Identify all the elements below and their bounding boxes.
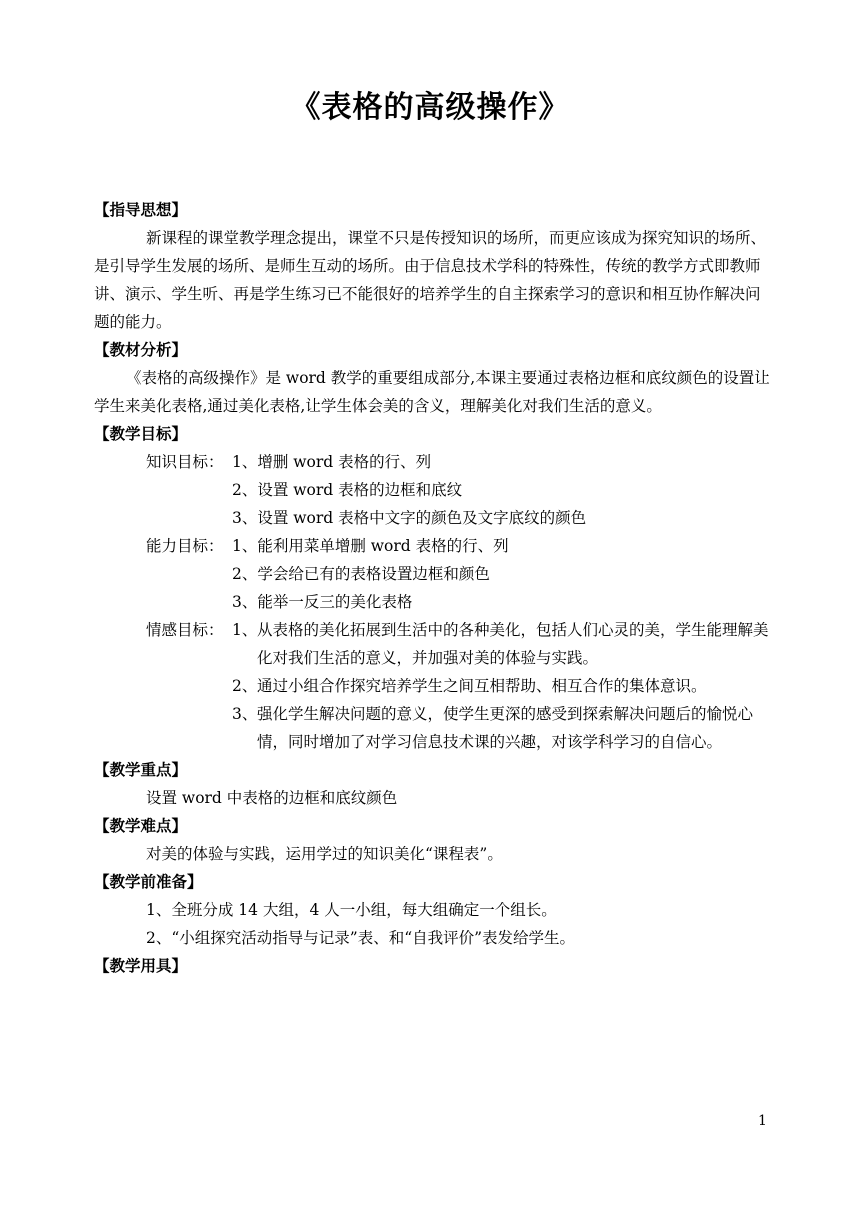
difficulty-text: 对美的体验与实践，运用学过的知识美化“课程表”。 (146, 845, 503, 863)
ability-goal-row (94, 588, 774, 616)
knowledge-goal-item: 1、增删 word 表格的行、列 (232, 453, 432, 471)
section-heading-material: 【教材分析】 (94, 340, 188, 359)
emotion-goal-item (94, 616, 774, 672)
ability-goal-label: 能力目标： (146, 537, 224, 555)
document-title: 《表格的高级操作》 (290, 90, 570, 125)
page-number: 1 (758, 1113, 767, 1129)
section-heading-key-point: 【教学重点】 (94, 760, 188, 779)
emotion-goal-number: 1、 (232, 621, 258, 639)
emotion-goal-text: 强化学生解决问题的意义，使学生更深的感受到探索解决问题后的愉悦心情，同时增加了对学习信息技术课的兴趣，对该学科学习的自信心。 (257, 705, 754, 751)
section-heading-preparation: 【教学前准备】 (94, 872, 203, 891)
document-body (94, 196, 774, 980)
knowledge-goal-row (94, 504, 774, 532)
knowledge-goal-row (94, 476, 774, 504)
emotion-goal-text: 从表格的美化拓展到生活中的各种美化，包括人们心灵的美，学生能理解美化对我们生活的意义，并加强对美的体验与实践。 (257, 621, 769, 667)
emotion-goal-item (94, 700, 774, 756)
material-paragraph: 《表格的高级操作》是 word 教学的重要组成部分,本课主要通过表格边框和底纹颜色的设置让学生来美化表格,通过美化表格,让学生体会美的含义，理解美化对我们生活的意义。 (94, 369, 770, 415)
ability-goal-row (94, 532, 774, 560)
ability-goal-item: 1、能利用菜单增删 word 表格的行、列 (232, 537, 509, 555)
guiding-paragraph: 新课程的课堂教学理念提出，课堂不只是传授知识的场所，而更应该成为探究知识的场所、是引导学生发展的场所、是师生互动的场所。由于信息技术学科的特殊性，传统的教学方式即教师讲、演示、学生听、再是学生练习已不能很好的培养学生的自主探索学习的意识和相互协作解决问题的能力。 (94, 229, 767, 331)
preparation-item: 1、全班分成 14 大组，4 人一小组，每大组确定一个组长。 (146, 901, 557, 919)
emotion-goal-number: 3、 (232, 705, 258, 723)
section-heading-difficulty: 【教学难点】 (94, 816, 188, 835)
ability-goal-row (94, 560, 774, 588)
emotion-goal-text: 通过小组合作探究培养学生之间互相帮助、相互合作的集体意识。 (257, 677, 707, 695)
preparation-item: 2、“小组探究活动指导与记录”表、和“自我评价”表发给学生。 (146, 929, 576, 947)
knowledge-goal-row (94, 448, 774, 476)
section-heading-tools: 【教学用具】 (94, 956, 188, 975)
section-heading-guiding: 【指导思想】 (94, 200, 188, 219)
section-heading-goals: 【教学目标】 (94, 424, 188, 443)
knowledge-goal-item: 2、设置 word 表格的边框和底纹 (232, 481, 463, 499)
knowledge-goal-label: 知识目标： (146, 453, 224, 471)
emotion-goal-label: 情感目标： (146, 621, 224, 639)
ability-goal-item: 2、学会给已有的表格设置边框和颜色 (232, 565, 490, 583)
ability-goal-item: 3、能举一反三的美化表格 (232, 593, 413, 611)
knowledge-goal-item: 3、设置 word 表格中文字的颜色及文字底纹的颜色 (232, 509, 587, 527)
emotion-goal-number: 2、 (232, 677, 258, 695)
key-point-text: 设置 word 中表格的边框和底纹颜色 (146, 789, 398, 807)
emotion-goal-item (94, 672, 774, 700)
